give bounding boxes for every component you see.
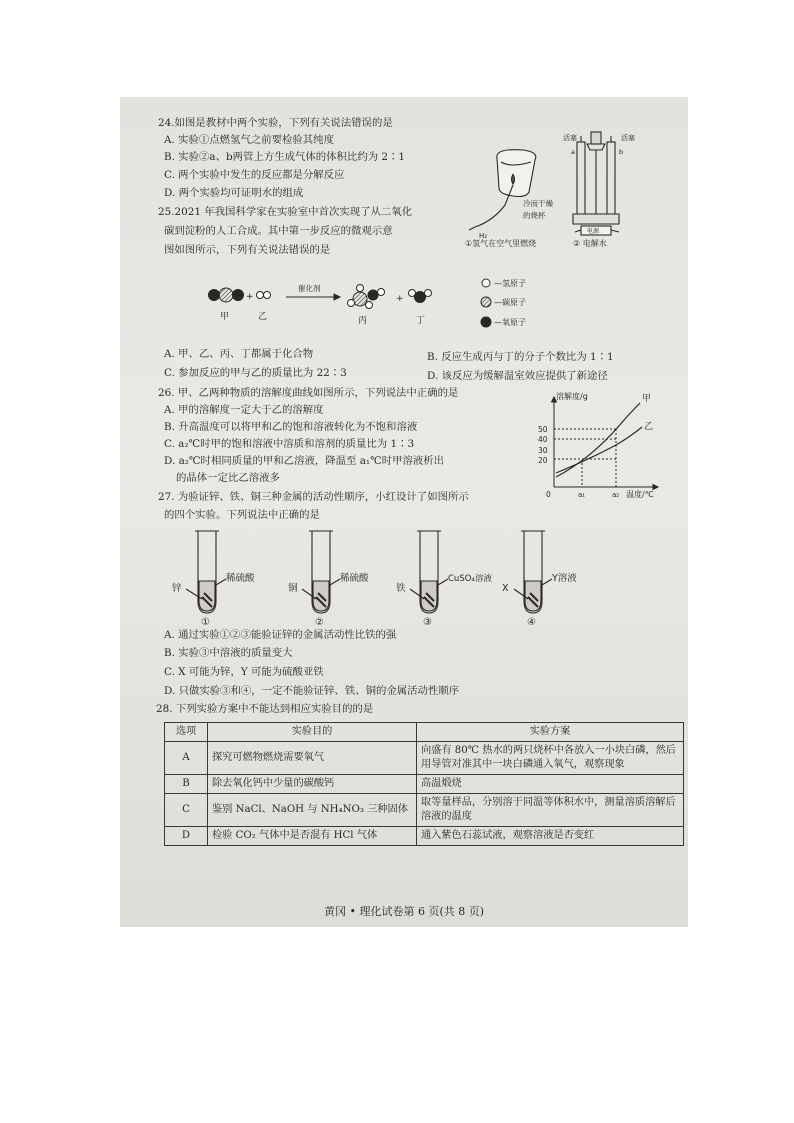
row-plan: 向盛有 80℃ 热水的两只烧杯中各放入一小块白磷，然后用导管对准其中一块白磷通入氧气，观察现象 [417, 742, 684, 775]
fig-label-stopcock-a: 活塞 [563, 134, 577, 142]
label-yi: 乙 [258, 312, 268, 322]
tube3-solution: CuSO₄溶液 [448, 574, 492, 584]
q26-option-d-line1: D. a₂℃时相同质量的甲和乙溶液，降温至 a₁℃时甲溶液析出 [164, 455, 445, 467]
q25-stem-line3: 图如图所示，下列有关说法错误的是 [164, 244, 331, 256]
label-bing: 丙 [358, 316, 368, 326]
chart-xlabel: 温度/℃ [626, 490, 654, 499]
q27-option-b: B. 实验③中溶液的质量变大 [164, 647, 293, 659]
scanned-page [120, 97, 688, 927]
ytick-40: 40 [538, 435, 548, 444]
xtick-a1: a₁ [578, 491, 586, 499]
q27-option-a: A. 通过实验①②③能验证锌的金属活动性比铁的强 [164, 629, 397, 641]
tube3-number: ③ [423, 617, 432, 628]
q26-option-a: A. 甲的溶解度一定大于乙的溶解度 [164, 404, 324, 416]
fig-label-power: 电源 [587, 228, 600, 235]
tube1-solution: 稀硫酸 [226, 573, 255, 584]
q25-stem-line1: 25.2021 年我国科学家在实验室中首次实现了从二氧化 [158, 206, 413, 218]
fig-label-b: b [619, 148, 624, 156]
page-footer: 黄冈 • 理化试卷第 6 页(共 8 页) [323, 905, 485, 918]
table-row [165, 794, 684, 827]
q25-molecule-diagram [200, 275, 600, 347]
q26-option-b: B. 升高温度可以将甲和乙的饱和溶液转化为不饱和溶液 [164, 421, 418, 433]
tube1-metal: 锌 [172, 583, 182, 594]
q26-solubility-chart [530, 387, 670, 507]
q25-option-b: B. 反应生成丙与丁的分子个数比为 1∶1 [427, 351, 614, 363]
origin-label: 0 [546, 490, 551, 499]
q25-option-d: D. 该反应为缓解温室效应提供了新途径 [427, 370, 608, 382]
q27-test-tubes [168, 527, 577, 628]
tube2-number: ② [315, 617, 324, 628]
ytick-30: 30 [538, 446, 548, 455]
row-option: C [165, 794, 208, 827]
label-jia: 甲 [220, 312, 230, 322]
chart-ylabel: 溶解度/g [556, 392, 588, 401]
q24-option-d: D. 两个实验均可证明水的组成 [164, 187, 304, 199]
fig-caption-1: ①氢气在空气里燃烧 [465, 239, 537, 248]
q26-option-d-line2: 的晶体一定比乙溶液多 [176, 472, 280, 484]
svg-text:+: + [396, 294, 404, 304]
curve-label-yi: 乙 [644, 422, 654, 432]
electrolysis-apparatus-illustration [573, 132, 619, 235]
xtick-a2: a₂ [612, 491, 620, 499]
fig-caption-2: ② 电解水 [573, 239, 607, 248]
q28-stem: 28. 下列实验方案中不能达到相应实验目的的是 [156, 703, 374, 715]
row-option: D [165, 827, 208, 846]
header-option: 选项 [165, 723, 208, 742]
catalyst-label: 催化剂 [298, 284, 321, 293]
curve-label-jia: 甲 [642, 394, 652, 404]
q27-stem-line2: 的四个实验。下列说法中正确的是 [164, 509, 320, 521]
q25-option-c: C. 参加反应的甲与乙的质量比为 22∶3 [164, 367, 347, 379]
tube4-metal: X [502, 583, 509, 594]
tube4-number: ④ [527, 617, 536, 628]
row-purpose: 探究可燃物燃烧需要氧气 [208, 742, 417, 775]
curve-yi [556, 427, 642, 473]
q25-option-a: A. 甲、乙、丙、丁都属于化合物 [164, 348, 314, 360]
q24-option-c: C. 两个实验中发生的反应都是分解反应 [164, 169, 345, 181]
row-option: A [165, 742, 208, 775]
svg-text:H₂: H₂ [479, 232, 488, 240]
fig-label-stopcock-b: 活塞 [621, 134, 635, 142]
tube3-metal: 铁 [396, 583, 406, 594]
row-plan: 通入紫色石蕊试液，观察溶液是否变红 [417, 827, 684, 846]
fig-label-beaker-2: 的烧杯 [523, 211, 546, 220]
legend-hydrogen: —氢原子 [494, 279, 526, 288]
q25-stem-line2: 碳到淀粉的人工合成。其中第一步反应的微观示意 [164, 225, 393, 237]
legend-carbon: —碳原子 [494, 298, 526, 307]
q26-option-c: C. a₂℃时甲的饱和溶液中溶质和溶剂的质量比为 1∶3 [164, 438, 415, 450]
legend-oxygen: —氧原子 [494, 318, 526, 327]
table-row [165, 742, 684, 775]
q24-figure [445, 122, 677, 250]
row-plan: 高温煅烧 [417, 775, 684, 794]
fig-label-beaker: 冷而干燥 [523, 199, 553, 208]
row-purpose: 检验 CO₂ 气体中是否混有 HCl 气体 [208, 827, 417, 846]
q24-option-b: B. 实验②a、b两管上方生成气体的体积比约为 2∶1 [164, 151, 406, 163]
row-purpose: 除去氧化钙中少量的碳酸钙 [208, 775, 417, 794]
table-header-row [165, 723, 684, 742]
q26-stem: 26. 甲、乙两种物质的溶解度曲线如图所示，下列说法中正确的是 [158, 387, 459, 399]
ytick-20: 20 [538, 456, 548, 465]
tube4-solution: Y溶液 [552, 573, 577, 584]
q28-table [164, 722, 684, 846]
q24-stem: 24.如图是教材中两个实验，下列有关说法错误的是 [158, 117, 393, 129]
header-purpose: 实验目的 [208, 723, 417, 742]
svg-text:+: + [246, 292, 254, 302]
curve-jia [556, 403, 640, 477]
row-plan: 取等量样品，分别溶于同温等体积水中，测量溶质溶解后溶液的温度 [417, 794, 684, 827]
fig-label-a: a [571, 148, 575, 156]
q24-option-a: A. 实验①点燃氢气之前要检验其纯度 [164, 134, 334, 146]
label-ding: 丁 [416, 316, 426, 326]
q27-stem-line1: 27. 为验证锌、铁、铜三种金属的活动性顺序，小红设计了如图所示 [158, 491, 469, 503]
tube2-solution: 稀硫酸 [340, 573, 369, 584]
row-option: B [165, 775, 208, 794]
tube1-number: ① [201, 617, 210, 628]
table-row [165, 827, 684, 846]
q27-option-d: D. 只做实验③和④，一定不能验证锌、铁、铜的金属活动性顺序 [164, 685, 460, 697]
header-plan: 实验方案 [417, 723, 684, 742]
table-row [165, 775, 684, 794]
q27-option-c: C. X 可能为锌，Y 可能为硫酸亚铁 [164, 666, 324, 678]
ytick-50: 50 [538, 425, 548, 434]
tube2-metal: 铜 [288, 583, 298, 594]
row-purpose: 鉴别 NaCl、NaOH 与 NH₄NO₃ 三种固体 [208, 794, 417, 827]
